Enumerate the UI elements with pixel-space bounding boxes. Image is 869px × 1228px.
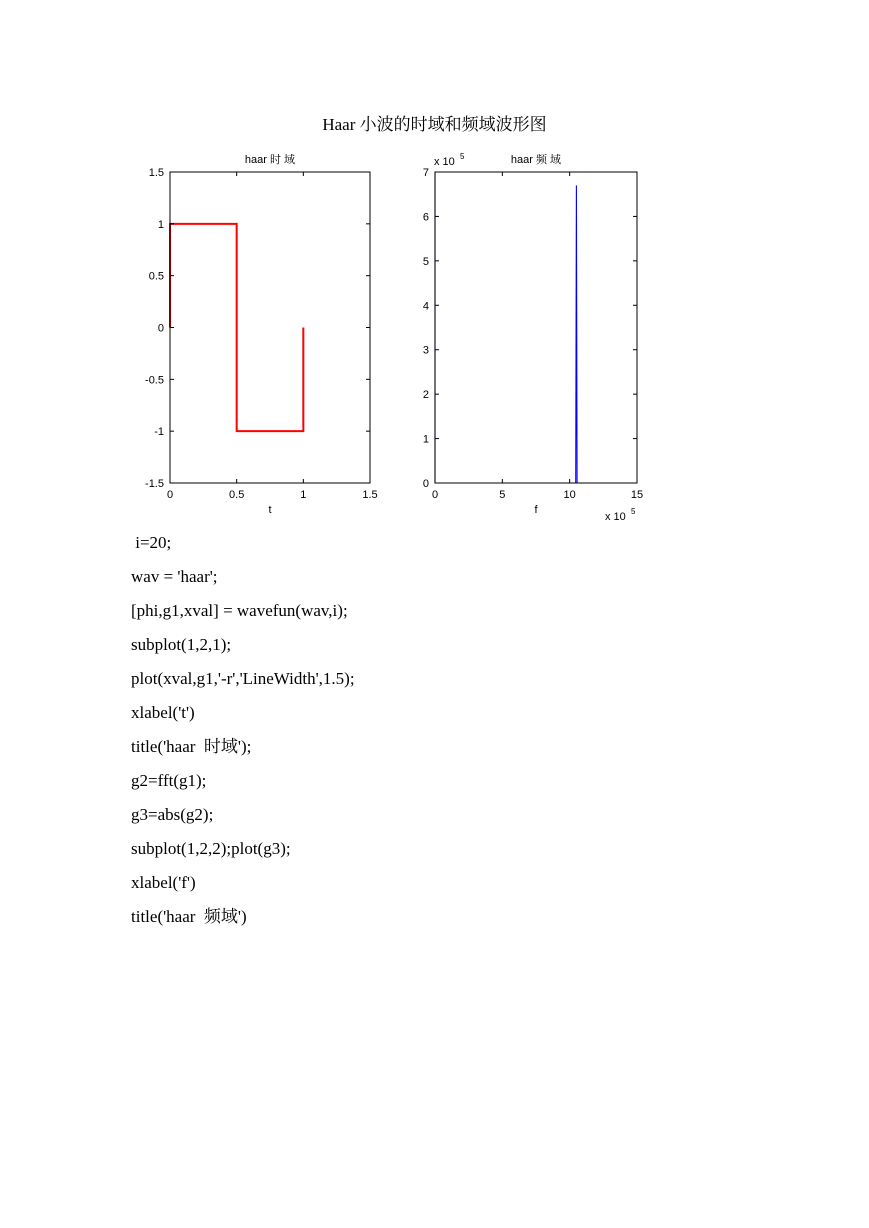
- chart1-y-tick-label: -1: [154, 426, 164, 439]
- code-line: g3=abs(g2);: [131, 805, 214, 824]
- code-line: i=20;: [131, 533, 172, 552]
- chart2-y-tick-label: 7: [422, 167, 429, 179]
- chart2-x-tick-label: 5: [499, 489, 506, 501]
- chart2-y-tick-label: 2: [422, 389, 429, 402]
- chart2-y-exponent-power: 5: [460, 152, 465, 161]
- code-line: title('haar 时域');: [131, 737, 252, 756]
- chart2-x-label: f: [534, 504, 538, 516]
- code-line: wav = 'haar';: [131, 567, 218, 586]
- chart1-x-tick-label: 1: [300, 489, 307, 501]
- code-line: xlabel('t'): [131, 703, 195, 722]
- code-line: plot(xval,g1,'-r','LineWidth',1.5);: [131, 669, 355, 688]
- code-line: subplot(1,2,2);plot(g3);: [131, 839, 291, 858]
- code-line: subplot(1,2,1);: [131, 635, 232, 654]
- document-title: Haar 小波的时域和频域波形图: [322, 115, 547, 134]
- chart2-title: haar 频 域: [510, 154, 562, 166]
- code-line: [phi,g1,xval] = wavefun(wav,i);: [131, 601, 348, 620]
- chart1-x-tick-label: 0.5: [229, 489, 245, 501]
- chart1-y-tick-label: -1.5: [145, 478, 164, 490]
- chart2-y-tick-label: 3: [422, 344, 429, 357]
- chart2-y-tick-label: 5: [422, 255, 429, 268]
- chart2-y-tick-label: 6: [422, 211, 429, 224]
- chart2-series-line: [435, 172, 637, 483]
- chart1-axes-box: [170, 172, 370, 483]
- chart1-x-tick-label: 1.5: [362, 489, 378, 501]
- chart2-y-tick-label: 1: [422, 433, 429, 446]
- chart1-title: haar 时 域: [244, 154, 296, 166]
- code-listing: [131, 532, 355, 940]
- chart2-x-tick-label: 0: [431, 489, 439, 501]
- chart2-x-tick-label: 15: [630, 489, 644, 501]
- chart2-y-tick-label: 4: [422, 300, 429, 313]
- chart1-series-line: [170, 224, 303, 431]
- code-line: title('haar 频域'): [131, 907, 247, 926]
- chart2-x-tick-label: 10: [563, 489, 576, 501]
- figure-plots: [0, 0, 869, 540]
- chart2-axes-box: [435, 172, 637, 483]
- chart2-y-exponent: x 10: [434, 156, 455, 168]
- code-line: g2=fft(g1);: [131, 771, 207, 790]
- chart1-y-tick-label: 0: [157, 322, 164, 335]
- chart1-x-tick-label: 0: [166, 489, 174, 501]
- chart1-x-label: t: [268, 504, 272, 516]
- chart1-y-tick-label: 1: [157, 218, 164, 231]
- chart2-x-exponent: x 10: [605, 511, 626, 523]
- chart2-x-exponent-power: 5: [631, 507, 636, 516]
- code-line: xlabel('f'): [131, 873, 196, 892]
- chart1-y-tick-label: -0.5: [145, 374, 164, 387]
- chart1-y-tick-label: 0.5: [148, 270, 164, 283]
- chart2-y-tick-label: 0: [422, 478, 429, 490]
- chart1-y-tick-label: 1.5: [148, 167, 164, 179]
